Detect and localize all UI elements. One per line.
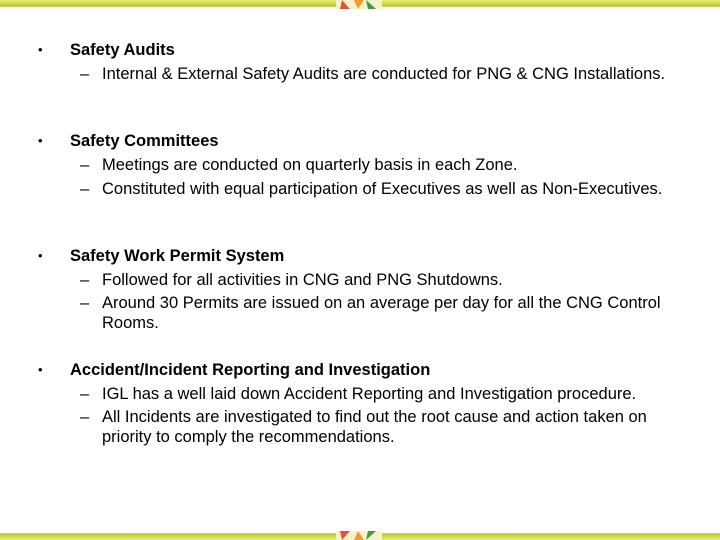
list-item: Meetings are conducted on quarterly basis in each Zone. xyxy=(102,156,518,174)
dash-icon: – xyxy=(80,180,90,198)
list-item: Constituted with equal participation of Executives as well as Non-Executives. xyxy=(102,180,663,198)
list-item: IGL has a well laid down Accident Reporting and Investigation procedure. xyxy=(102,385,637,403)
dash-icon: – xyxy=(80,271,90,289)
section-heading: Accident/Incident Reporting and Investigation xyxy=(70,361,431,379)
list-item: Around 30 Permits are issued on an average per day for all the CNG Control Rooms. xyxy=(102,294,661,332)
section-heading: Safety Work Permit System xyxy=(70,247,285,265)
dash-icon: – xyxy=(80,156,90,174)
section-heading: Safety Committees xyxy=(70,132,219,150)
bullet-icon: • xyxy=(38,133,43,148)
dash-icon: – xyxy=(80,65,90,83)
dash-icon: – xyxy=(80,385,90,403)
dash-icon: – xyxy=(80,294,90,312)
list-item: All Incidents are investigated to find out the root cause and action taken on priority to comply the recommendations. xyxy=(102,408,647,446)
bullet-icon: • xyxy=(38,362,43,377)
dash-icon: – xyxy=(80,408,90,426)
list-item: Followed for all activities in CNG and PNG Shutdowns. xyxy=(102,271,503,289)
section-heading: Safety Audits xyxy=(70,41,175,59)
list-item: Internal & External Safety Audits are conducted for PNG & CNG Installations. xyxy=(102,65,666,83)
bullet-icon: • xyxy=(38,42,43,57)
bullet-icon: • xyxy=(38,248,43,263)
